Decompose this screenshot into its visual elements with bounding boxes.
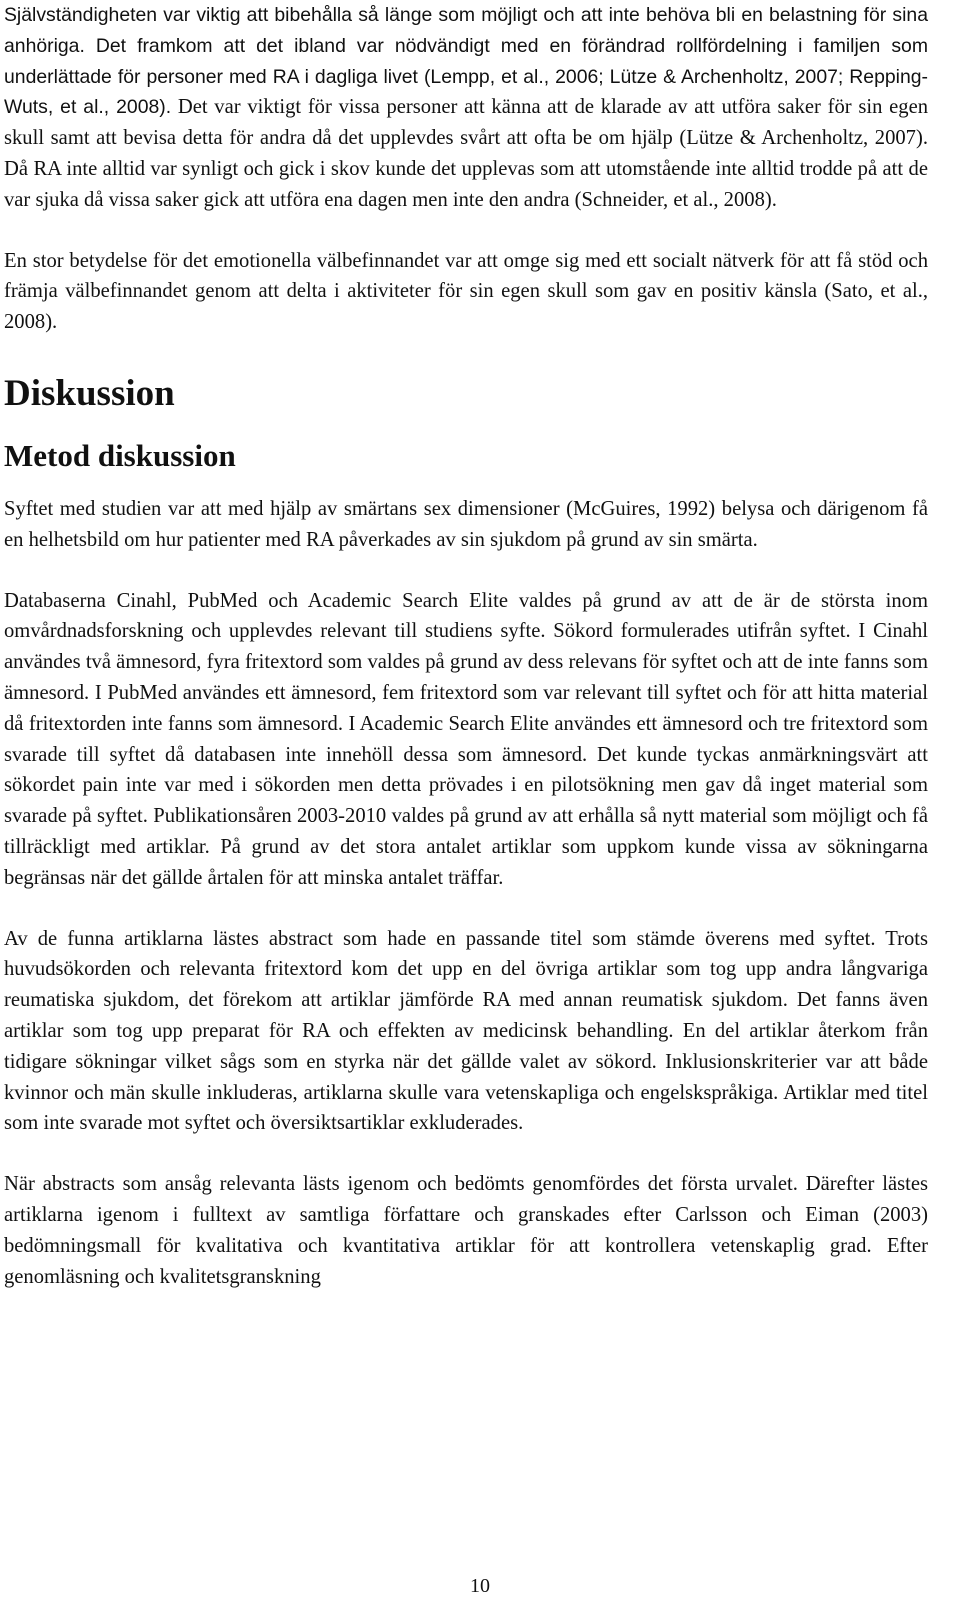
page-number: 10 (470, 1575, 490, 1597)
paragraph-gap (4, 216, 928, 246)
heading-gap (4, 416, 928, 436)
paragraph-independence-sans-run: Självständigheten var viktig att bibehålla så länge som möjligt och att inte behöva bli en belastning för sina anhöriga. Det framkom att det ibland var nödvändigt med en förändrad rollfördelning i familjen som underlättade för personer med RA i dagliga livet (Lempp, et al., 2006; Lütze & Archenholtz, 2007; Repping-Wuts, et al., 2008). (4, 4, 928, 119)
paragraph-aim: Syftet med studien var att med hjälp av smärtans sex dimensioner (McGuires, 1992) belysa och därigenom få en helhetsbild om hur patienter med RA påverkades av sin sjukdom på grund av sin smärta. (4, 497, 928, 551)
paragraph-independence-serif-run: Det var viktigt för vissa personer att känna att de klarade av att utföra saker för sin egen skull samt att bevisa detta för andra då det upplevdes svårt att ofta be om hjälp (Lütze & Archenholtz, 2007). Då RA inte alltid var synligt och gick i skov kunde det upplevas som att utomstående inte alltid trodde på att de var sjuka då vissa saker gick att utföra ena dagen men inte den andra (Schneider, et al., 2008). (4, 96, 929, 211)
paragraph-gap (4, 556, 928, 586)
heading-metod-diskussion: Metod diskussion (4, 437, 236, 473)
heading-gap (4, 338, 928, 372)
paragraph-social-network: En stor betydelse för det emotionella välbefinnandet var att omge sig med ett socialt nätverk för att få stöd och främja välbefinnandet genom att delta i aktiviteter för sin egen skull som gav en positiv känsla (Sato, et al., 2008). (4, 249, 928, 334)
paragraph-gap (4, 894, 928, 924)
paragraph-selection: När abstracts som ansåg relevanta lästs igenom och bedömts genomfördes det första urvalet. Därefter lästes artiklarna igenom i fulltext av samtliga författare och granskades efter Carlsson och Eiman (2003) bedömningsmall för kvalitativa och kvantitativa artiklar för att kontrollera vetenskaplig grad. Efter genomläsning och kvalitetsgranskning (4, 1173, 928, 1288)
paragraph-gap (4, 1139, 928, 1169)
paragraph-databases: Databaserna Cinahl, PubMed och Academic Search Elite valdes på grund av att de är de största inom omvårdnadsforskning och upplevdes relevant till studiens syfte. Sökord formulerades utifrån syftet. I Cinahl användes två ämnesord, fyra fritextord som valdes på grund av dess relevans för syftet och att de inte fanns som ämnesord. I PubMed användes ett ämnesord, fem fritextord som var relevant till syftet och för att hitta material då fritextorden inte fanns som ämnesord. I Academic Search Elite användes ett ämnesord och tre fritextord som svarade till syftet då databasen inte innehöll dessa som ämnesord. Det kunde tyckas anmärkningsvärt att sökordet pain inte var med i sökorden men detta prövades i en pilotsökning men gav då inget material som svarade på syftet. Publikationsåren 2003-2010 valdes på grund av att erhålla så nytt material som möjligt och få tillräckligt med artiklar. På grund av det stora antalet artiklar som uppkom kunde vissa av sökningarna begränsas när det gällde årtalen för att minska antalet träffar. (4, 589, 928, 889)
heading-diskussion: Diskussion (4, 372, 175, 414)
document-page (4, 0, 928, 1292)
heading-gap (4, 476, 928, 494)
paragraph-independence (4, 0, 928, 216)
paragraph-abstracts: Av de funna artiklarna lästes abstract som hade en passande titel som stämde överens med syftet. Trots huvudsökorden och relevanta fritextord kom det upp en del övriga artiklar som tog upp andra långvariga reumatiska sjukdom, det förekom att artiklar jämförde RA med annan reumatisk sjukdom. Det fanns även artiklar som tog upp preparat för RA och effekten av medicinsk behandling. En del artiklar återkom från tidigare sökningar vilket sågs som en styrka när det gällde valet av sökord. Inklusionskriterier var att både kvinnor och män skulle inkluderas, artiklarna skulle vara vetenskapliga och engelskspråkiga. Artiklar med titel som inte svarade mot syftet och översiktsartiklar exkluderades. (4, 927, 928, 1135)
